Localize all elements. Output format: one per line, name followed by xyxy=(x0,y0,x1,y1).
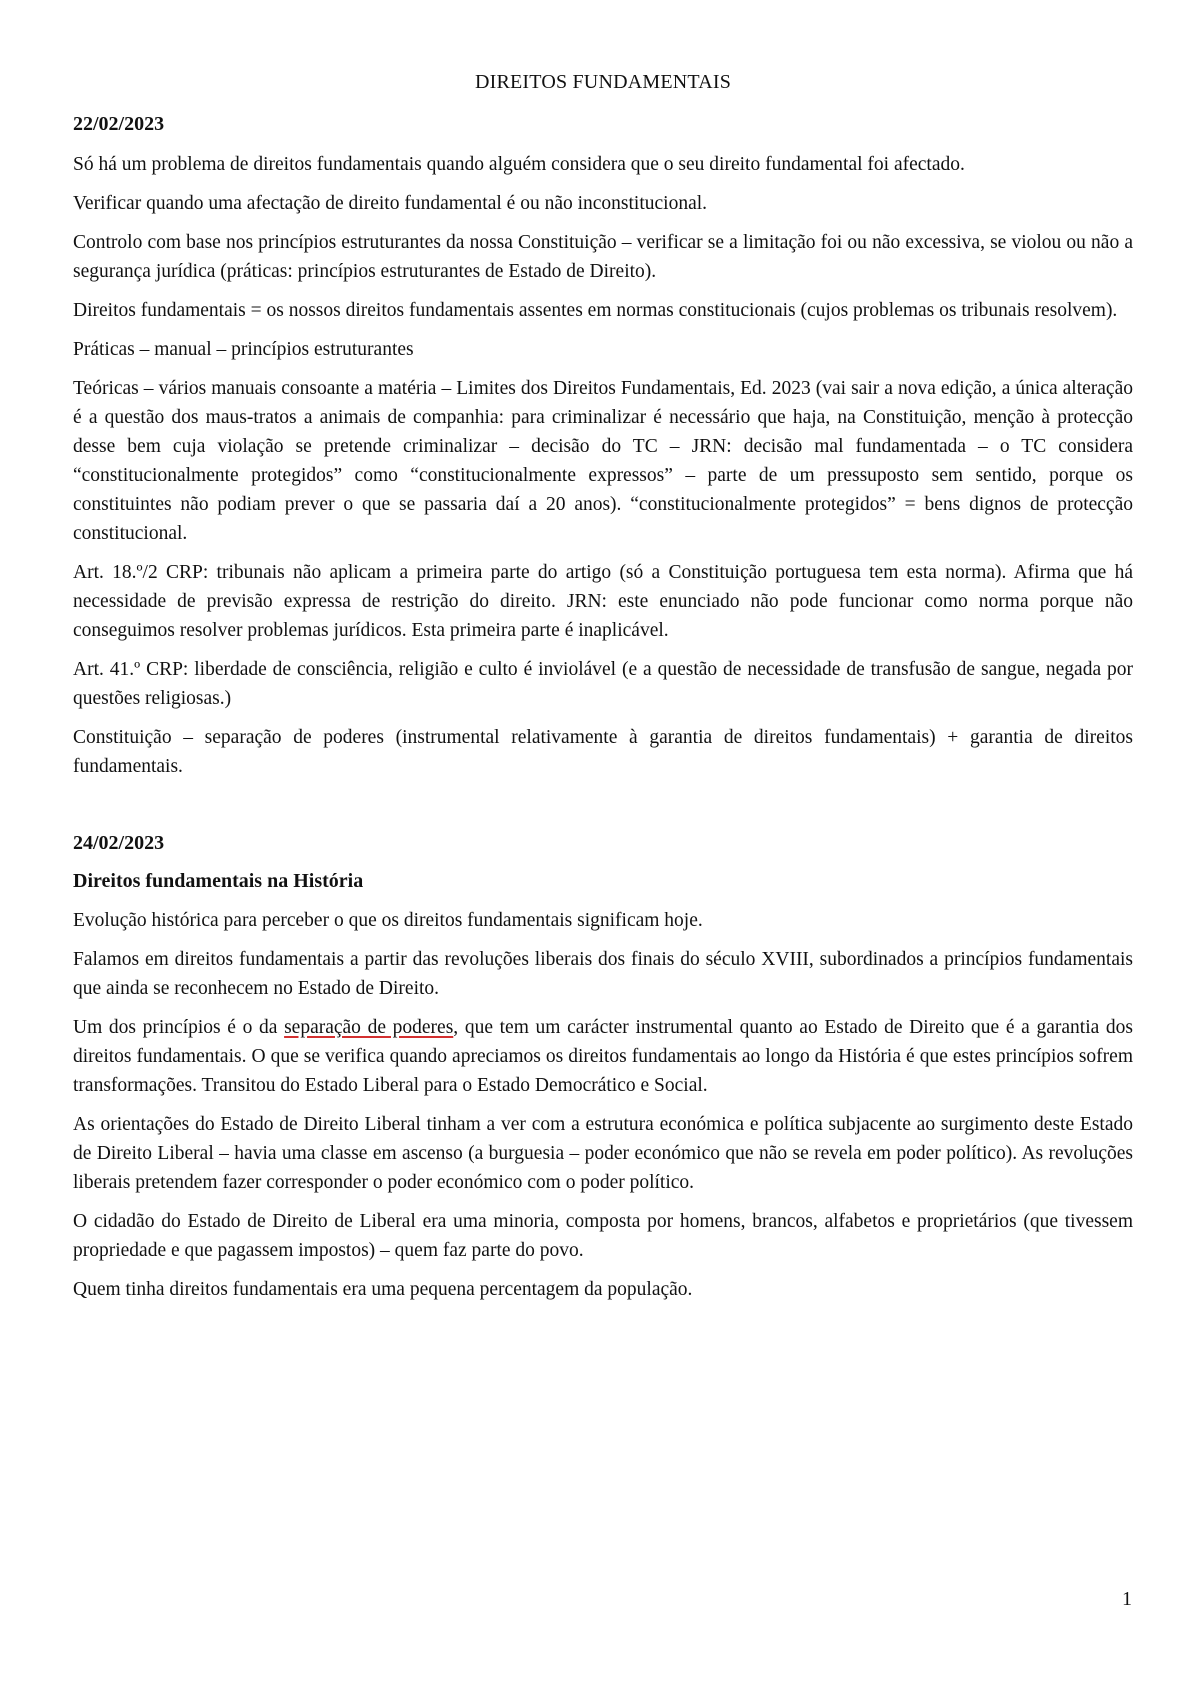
paragraph-text: Um dos princípios é o da xyxy=(73,1017,285,1038)
paragraph: Práticas – manual – princípios estruturantes xyxy=(73,339,414,360)
paragraph: Constituição – separação de poderes (instrumental relativamente à garantia de direitos fundamentais) + garantia de direitos fundamentais. xyxy=(73,727,1133,777)
section-date-1: 22/02/2023 xyxy=(73,113,165,135)
paragraph: Art. 18.º/2 CRP: tribunais não aplicam a primeira parte do artigo (só a Constituição portuguesa tem esta norma). Afirma que há necessidade de previsão expressa de restrição do direito. JRN: este enunciado não pode funcionar como norma porque não conseguimos resolver problemas jurídicos. Esta primeira parte é inaplicável. xyxy=(73,562,1133,641)
paragraph: Art. 41.º CRP: liberdade de consciência, religião e culto é inviolável (e a questão de necessidade de transfusão de sangue, negada por questões religiosas.) xyxy=(73,659,1133,709)
section-heading: Direitos fundamentais na História xyxy=(73,870,364,892)
paragraph: Verificar quando uma afectação de direito fundamental é ou não inconstitucional. xyxy=(73,193,708,214)
section-spacer xyxy=(73,791,1133,831)
document-title: DIREITOS FUNDAMENTAIS xyxy=(474,71,732,93)
page-number: 1 xyxy=(1122,1588,1132,1610)
paragraph: Falamos em direitos fundamentais a partir das revoluções liberais dos finais do século XVIII, subordinados a princípios fundamentais que ainda se reconhecem no Estado de Direito. xyxy=(73,949,1133,999)
paragraph: As orientações do Estado de Direito Liberal tinham a ver com a estrutura económica e política subjacente ao surgimento deste Estado de Direito Liberal – havia uma classe em ascenso (a burguesia – poder económico que não se revela em poder político). As revoluções liberais pretendem fazer corresponder o poder económico com o poder político. xyxy=(73,1114,1133,1193)
section-date-2: 24/02/2023 xyxy=(73,832,165,854)
paragraph: Só há um problema de direitos fundamentais quando alguém considera que o seu direito fundamental foi afectado. xyxy=(73,154,965,175)
paragraph: Evolução histórica para perceber o que os direitos fundamentais significam hoje. xyxy=(73,910,703,931)
paragraph-separation-of-powers xyxy=(73,1013,1133,1100)
paragraph: Teóricas – vários manuais consoante a matéria – Limites dos Direitos Fundamentais, Ed. 2023 (vai sair a nova edição, a única alteração é a questão dos maus-tratos a animais de companhia: para criminalizar é necessário que haja, na Constituição, menção à protecção desse bem cuja violação se pretende criminalizar – decisão do TC – JRN: decisão mal fundamentada – o TC considera “constitucionalmente protegidos” como “constitucionalmente expressos” – parte de um pressuposto sem sentido, porque os constituintes não podiam prever o que se passaria daí a 20 anos). “constitucionalmente protegidos” = bens dignos de protecção constitucional. xyxy=(73,378,1133,544)
spellcheck-underlined-text: separação de poderes xyxy=(284,1017,454,1038)
paragraph: Quem tinha direitos fundamentais era uma pequena percentagem da população. xyxy=(73,1279,693,1300)
paragraph: Controlo com base nos princípios estruturantes da nossa Constituição – verificar se a limitação foi ou não excessiva, se violou ou não a segurança jurídica (práticas: princípios estruturantes de Estado de Direito). xyxy=(73,232,1133,282)
paragraph: O cidadão do Estado de Direito de Liberal era uma minoria, composta por homens, brancos, alfabetos e proprietários (que tivessem propriedade e que pagassem impostos) – quem faz parte do povo. xyxy=(73,1211,1133,1261)
document-page xyxy=(73,70,1133,1314)
paragraph-text: , que tem um carácter instrumental quanto ao Estado de Direito que é a garantia dos direitos fundamentais. O que se verifica quando apreciamos os direitos fundamentais ao longo da História é que estes princípios sofrem transformações. Transitou do Estado Liberal para o Estado Democrático e Social. xyxy=(73,1017,1134,1096)
paragraph: Direitos fundamentais = os nossos direitos fundamentais assentes em normas constitucionais (cujos problemas os tribunais resolvem). xyxy=(73,300,1118,321)
